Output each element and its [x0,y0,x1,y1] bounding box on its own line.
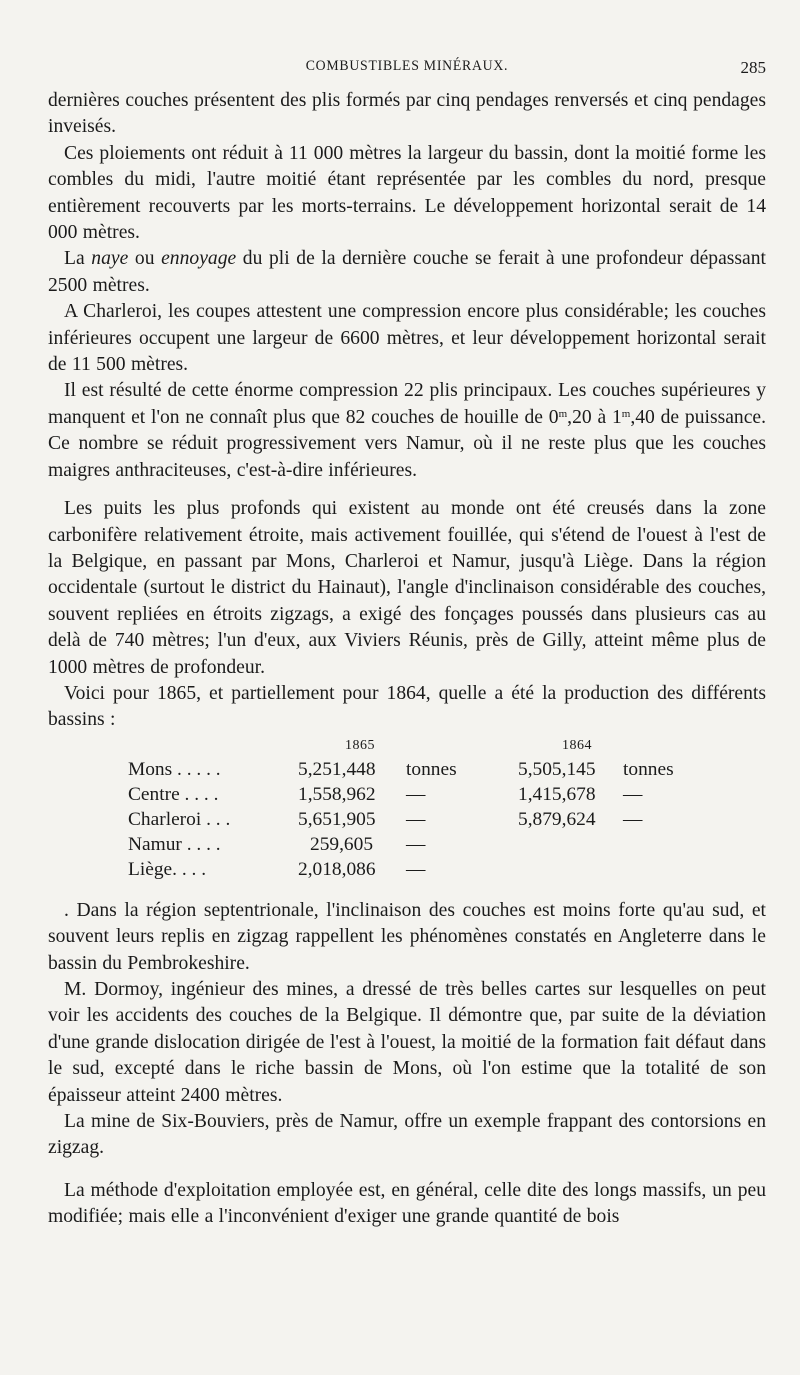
paragraph: dernières couches présentent des plis formés par cinq pendages renversés et cinq pendages inveisés. [48,90,766,138]
table-row: Namur . . . . 259,605 — [128,833,426,855]
running-title: COMBUSTIBLES MINÉRAUX. [305,58,509,74]
italic-term: naye [91,248,129,270]
running-header [48,58,766,84]
table-row: Charleroi . . . 5,651,905 — 5,879,624 — [128,808,643,830]
paragraph: Les puits les plus profonds qui existent au monde ont été creusés dans la zone carbonifère relativement étroite, mais activement fouillée, qui s'étend de l'ouest à l'est de la Belgique, en passant par Mons, Charleroi et Namur, jusqu'à Liège. Dans la région occidentale (surtout le district du Hainaut), l'angle d'inclinaison considérable des couches, souvent repliées en étroits zigzags, a exigé des fonçages poussés dans plusieurs cas au delà de 740 mètres; l'un d'eux, aux Viviers Réunis, près de Gilly, atteint même plus de 1000 mètres de profondeur. [48,498,766,678]
paragraph: M. Dormoy, ingénieur des mines, a dressé de très belles cartes sur lesquelles on peut voir les accidents des couches de la Belgique. Il démontre que, par suite de la déviation d'une grande dislocation dirigée de l'est à l'ouest, la moitié de la formation fait défaut dans le sud, excepté dans le riche bassin de Mons, où l'on estime que la totalité de son épaisseur atteint 2400 mètres. [48,978,766,1106]
page-body [48,88,766,1231]
italic-term: ennoyage [161,248,237,270]
table-row: Mons . . . . . 5,251,448 tonnes 5,505,145 tonnes [128,758,674,780]
table-row: Centre . . . . 1,558,962 — 1,415,678 — [128,783,643,805]
paragraph: La naye ou ennoyage du pli de la dernière couche se ferait à une profondeur dépassant 2500 mètres. [48,248,766,296]
paragraph: A Charleroi, les coupes attestent une compression encore plus considérable; les couches inférieures occupent une largeur de 6600 mètres, et leur développement horizontal serait de 11 500 mètres. [48,301,766,376]
year-header: 1864 [562,737,592,753]
paragraph: La méthode d'exploitation employée est, en général, celle dite des longs massifs, un peu modifiée; mais elle a l'inconvénient d'exiger une grande quantité de bois [48,1179,766,1228]
table-row: Liège. . . . 2,018,086 — [128,858,426,880]
paragraph: . Dans la région septentrionale, l'inclinaison des couches est moins forte qu'au sud, et souvent leurs replis en zigzag rappellent les phénomènes constatés en Angleterre dans le bassin du Pembrokeshire. [48,899,766,974]
paragraph: Ces ploiements ont réduit à 11 000 mètres la largeur du bassin, dont la moitié forme les combles du midi, l'autre moitié étant représentée par les combles du nord, presque entièrement recouverts par les morts-terrains. Le développement horizontal serait de 14 000 mètres. [48,142,766,244]
page-number: 285 [740,58,766,77]
paragraph: La mine de Six-Bouviers, près de Namur, offre un exemple frappant des contorsions en zigzag. [48,1111,766,1159]
paragraph: Voici pour 1865, et partiellement pour 1864, quelle a été la production des différents bassins : [48,682,766,731]
year-header: 1865 [345,737,375,753]
production-table [48,738,766,886]
paragraph: Il est résulté de cette énorme compression 22 plis principaux. Les couches supérieures y manquent et l'on ne connaît plus que 82 couches de houille de 0$^m$,20 à 1$^m$,40 de puissance. Ce nombre se réduit progressivement vers Namur, où il ne reste plus que les couches maigres anthraciteuses, c'est-à-dire inférieures. [48,380,766,481]
